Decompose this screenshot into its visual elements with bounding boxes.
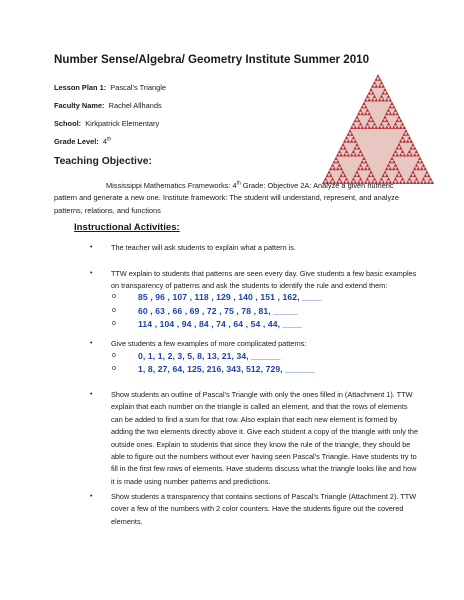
sub-bullet-icon: o — [112, 352, 116, 359]
objective-part1: Mississippi Mathematics Frameworks: 4 — [106, 181, 237, 190]
basic-pattern: 60 , 63 , 66 , 69 , 72 , 75 , 78 , 81, _____ — [138, 306, 298, 316]
basic-pattern: 85 , 96 , 107 , 118 , 129 , 140 , 151 , 162, ____ — [138, 292, 322, 302]
school-label: School: — [54, 119, 82, 128]
activity-item: Give students a few examples of more complicated patterns: — [111, 339, 307, 348]
teaching-objective-heading: Teaching Objective: — [54, 156, 152, 167]
bullet-icon: • — [90, 340, 93, 347]
grade-value: 4 — [102, 137, 108, 146]
sierpinski-triangle-illustration — [320, 72, 436, 186]
lesson-plan-label: Lesson Plan 1: — [54, 83, 107, 92]
bullet-icon: • — [90, 493, 93, 500]
faculty-value: Rachel Allhands — [108, 101, 162, 110]
activity-item: The teacher will ask students to explain what a pattern is. — [111, 243, 296, 252]
basic-pattern: 114 , 104 , 94 , 84 , 74 , 64 , 54 , 44, ____ — [138, 319, 303, 329]
complex-pattern: 0, 1, 1, 2, 3, 5, 8, 13, 21, 34, ______ — [138, 351, 281, 361]
activity-item: TTW explain to students that patterns are seen every day. Give students a few basic examples on transparency of patterns and ask the students to identify the rule and extend them: — [111, 269, 417, 291]
school-value: Kirkpatrick Elementary — [85, 119, 160, 128]
lesson-plan-line — [54, 83, 166, 92]
bullet-icon: • — [90, 244, 93, 251]
triangle-cell — [376, 74, 380, 77]
activity-item: Show students a transparency that contains sections of Pascal’s Triangle (Attachment 2). TTW cover a few of the numbers with 2 color counters. Have the students figure out the covered elements. — [111, 492, 417, 526]
sub-bullet-icon: o — [112, 365, 116, 372]
bullet-icon: • — [90, 391, 93, 398]
objective-sup: th — [236, 180, 241, 187]
faculty-line — [54, 101, 162, 110]
instructional-activities-heading — [74, 222, 180, 233]
document-title: Number Sense/Algebra/ Geometry Institute Summer 2010 — [54, 53, 370, 66]
activities-heading-text: Instructional Activities: — [74, 222, 180, 233]
lesson-plan-value: Pascal’s Triangle — [110, 83, 167, 92]
teaching-objective-text — [54, 180, 414, 217]
bullet-icon: • — [90, 270, 93, 277]
faculty-label: Faculty Name: — [54, 101, 105, 110]
sub-bullet-icon: o — [112, 320, 116, 327]
grade-line — [54, 137, 111, 146]
sub-bullet-icon: o — [112, 293, 116, 300]
school-line — [54, 119, 159, 128]
grade-label: Grade Level: — [54, 137, 99, 146]
activity-item: Show students an outline of Pascal’s Triangle with only the ones filled in (Attachment 1). TTW explain that each number on the triangle is called an element, and that the rows of elements can be added to find a sum for that row. Also explain that each new element is formed by adding the two elements directly above it. Give each student a copy of the triangle with only the outside ones. Explain to students that since they know the rule of the triangle, they should be able to figure out the numbers without ever having seen Pascal’s Triangle. Have students try to fill in the first few rows of elements. Have students discuss what the triangle looks like and how it is made using number patterns and predictions. — [111, 390, 419, 486]
sub-bullet-icon: o — [112, 307, 116, 314]
objective-part2: Grade: Objective 2A: Analyze a given numeric pattern and generate a new one. Institute framework: The student will understand, represent, and analyze patterns, relations, and functions — [54, 181, 399, 215]
complex-pattern: 1, 8, 27, 64, 125, 216, 343, 512, 729, ______ — [138, 364, 315, 374]
grade-suffix: th — [107, 136, 112, 143]
